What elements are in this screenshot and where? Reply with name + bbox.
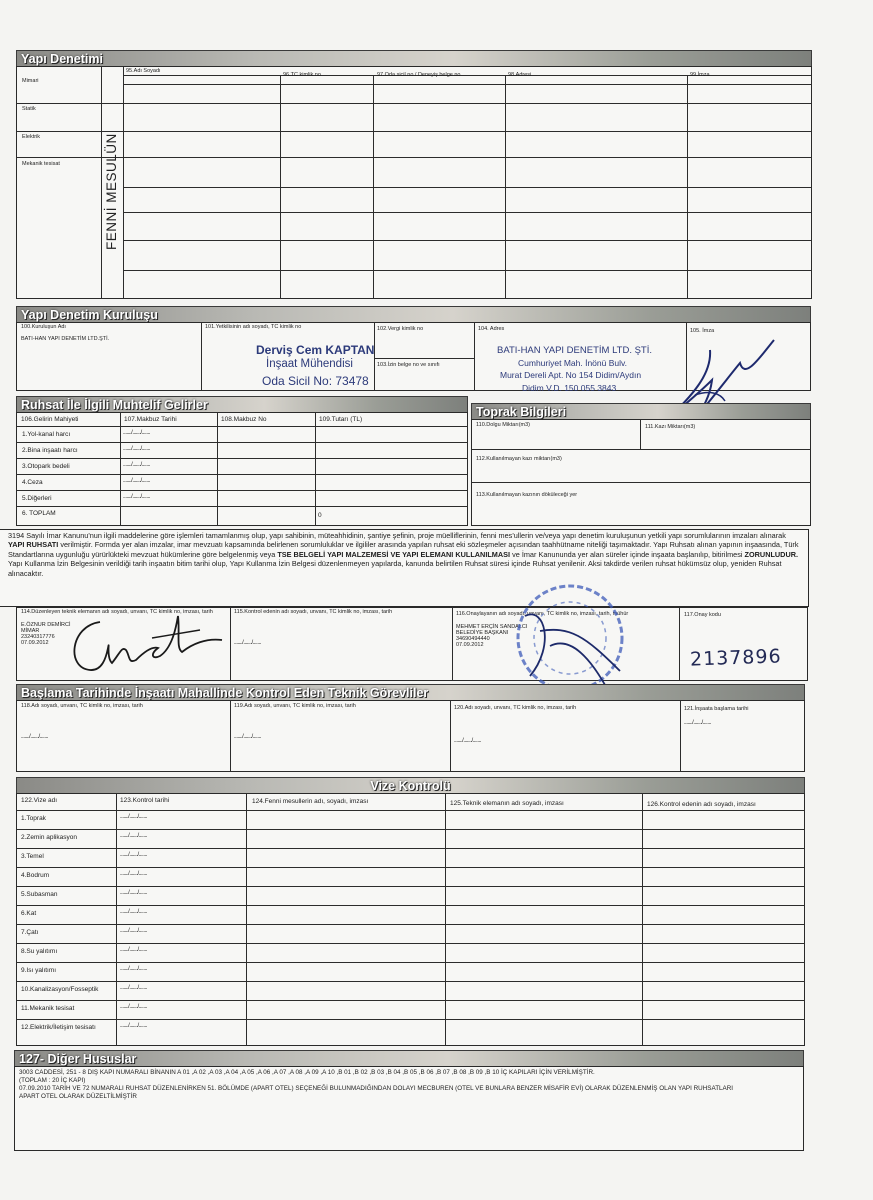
diger-line-1: 3003 CADDESİ, 251 - 8 DIŞ KAPI NUMARALI BİNANIN A 01 ,A 02 ,A 03 ,A 04 ,A 05 ,A 06 ,A 07 ,A 08 ,A 09 ,A 10 ,B 01 ,B 02 ,B 03 ,B 04 ,B 05 ,B 06 ,B 07 ,B 08 ,B 09 ,B 10 İÇ KAPILARI İÇİN VERİLMİŞTİR. [19, 1069, 595, 1076]
role-elektrik: Elektrik [22, 134, 41, 140]
label-121: 121.İnşaata başlama tarihi [684, 706, 749, 712]
vize-date-3: ......./......./....... [120, 852, 147, 858]
section-header-kurulus: Yapı Denetim Kuruluşu [16, 306, 811, 323]
label-112: 112.Kullanılmayan kazı miktarı(m3) [476, 456, 562, 462]
vize-row-isi: 9.Isı yalıtımı [21, 967, 57, 974]
section-header-baslama: Başlama Tarihinde İnşaatı Mahallinde Kontrol Eden Teknik Görevliler [16, 684, 805, 701]
vize-row-toprak: 1.Toprak [21, 815, 46, 822]
gelir-row-yol: 1.Yol-kanal harcı [22, 431, 71, 438]
duzenleyen-title: MİMAR [21, 628, 40, 634]
diger-line-2: (TOPLAM : 20 İÇ KAPI) [19, 1077, 86, 1084]
vize-row-mekanik: 11.Mekanik tesisat [21, 1005, 75, 1012]
company-stamp-line4: Didim V.D. 150 055 3843 [522, 383, 617, 393]
vize-header-teknik: 125.Teknik elemanın adı soyadı, imzası [450, 800, 564, 807]
baslama-date-119: ......./......./....... [234, 734, 261, 740]
label-102: 102.Vergi kimlik no [377, 326, 424, 332]
onay-kodu: 2137896 [689, 645, 782, 671]
vize-row-subasman: 5.Subasman [21, 891, 58, 898]
duzenleyen-name: E.ÖZNUR DEMİRCİ [21, 622, 71, 628]
baslama-date-118: ......./......./....... [21, 734, 48, 740]
company-stamp-line1: BATI-HAN YAPI DENETİM LTD. ŞTİ. [497, 345, 653, 356]
engineer-stamp-name: Derviş Cem KAPTAN [256, 343, 375, 357]
label-103: 103.İzin belge no ve sınıfı [377, 362, 440, 368]
header-oda-sicil: 97.Oda sicil no / Deneyiş belge no [377, 72, 461, 78]
diger-hususlar-box [14, 1066, 804, 1151]
label-114: 114.Düzenleyen teknik elemanın adı soyadı, unvanı, TC kimlik no, imzası, tarih [21, 609, 213, 615]
gelir-toplam-value: 0 [318, 512, 322, 519]
gelir-row-toplam: 6. TOPLAM [22, 510, 56, 517]
vize-row-bodrum: 4.Bodrum [21, 872, 50, 879]
label-119: 119.Adı soyadı, unvanı, TC kimlik no, imzası, tarih [234, 703, 356, 709]
gelir-row-diger: 5.Diğerleri [22, 495, 52, 502]
gelir-row-ceza: 4.Ceza [22, 479, 43, 486]
gelir-date-1: ......./......./....... [123, 430, 150, 436]
section-header-yapi-denetimi: Yapı Denetimi [16, 50, 812, 67]
company-stamp-line2: Cumhuriyet Mah. İnönü Bulv. [518, 358, 627, 368]
gelir-header-mahiyet: 106.Gelirin Mahiyeti [21, 416, 79, 423]
label-101: 101.Yetkilisinin adı soyadı, TC kimlik no [205, 324, 302, 330]
gelir-header-tutar: 109.Tutarı (TL) [319, 416, 363, 423]
engineer-stamp-sicil: Oda Sicil No: 73478 [262, 374, 369, 388]
label-105: 105. İmza [690, 328, 715, 334]
gelirler-table [16, 412, 468, 526]
role-mekanik: Mekanik tesisat [22, 161, 60, 167]
duzenleyen-signature [60, 608, 230, 678]
vize-date-10: ......./......./....... [120, 985, 147, 991]
onaylayan-date: 07.09.2012 [456, 642, 484, 648]
diger-line-4: APART OTEL OLARAK DÜZELTİLMİŞTİR [19, 1093, 137, 1100]
engineer-stamp-title: İnşaat Mühendisi [266, 358, 353, 370]
vize-date-5: ......./......./....... [120, 890, 147, 896]
vize-date-12: ......./......./....... [120, 1023, 147, 1029]
vize-date-8: ......./......./....... [120, 947, 147, 953]
role-mimari: Mimari [22, 78, 39, 84]
vize-date-2: ......./......./....... [120, 833, 147, 839]
gelir-date-4: ......./......./....... [123, 478, 150, 484]
label-118: 118.Adı soyadı, unvanı, TC kimlik no, imzası, tarih [21, 703, 143, 709]
gelir-header-no: 108.Makbuz No [221, 416, 267, 423]
legal-notice-text: 3194 Sayılı İmar Kanunu'nun ilgili maddelerine göre işlemleri tamamlanmış olup, yapı sahibinin, müteahhidinin, şantiye şefinin, proje müelliflerinin, fenni mes'ullerin ve/veya yapı denetim kuruluşunun yetkili yapı sorumlularının imzaları alınarak YAPI RUHSATI verilmiştir. Formda yer alan imzalar, imar mevzuatı kapsamında belirlenen sorumluluklar ve ilgililer arasında yapılan ruhsat eki sözleşmeler açısından taahhütname niteliği taşımaktadır. Yapı Ruhsatı alınan yapının inşaasında, Türk Standartlarına uygunluğu yürürlükteki mevzuat hükümlerine göre belgelenmiş veya TSE BELGELİ YAPI MALZEMESİ VE YAPI ELEMANI KULLANILMASI ve İmar Kanununda yer alan süreler içinde inşaata başlanılıp, bitirilmesi ZORUNLUDUR. Yapı Kullanma İzin Belgesinin verildiği tarih inşaatın bitim tarihi olup, Yapı Kullanma İzin Belgesi düzenlenmeyen yapılarda, kanunda belirtilen Ruhsat süresi içinde Ruhsat yenilenir. Aksi takdirde verilen ruhsat hükümsüz olup, yeniden Ruhsat alınacaktır. [8, 531, 799, 578]
kontrol-date: ......./......./....... [234, 640, 261, 646]
section-header-toprak: Toprak Bilgileri [471, 403, 811, 420]
vize-row-temel: 3.Temel [21, 853, 44, 860]
vize-row-su: 8.Su yalıtımı [21, 948, 58, 955]
label-111: 111.Kazı Miktarı(m3) [645, 424, 696, 430]
toprak-table [471, 419, 811, 526]
gelir-date-5: ......./......./....... [123, 494, 150, 500]
header-imza: 99.İmza [690, 72, 710, 78]
label-113: 113.Kullanılmayan kazının döküleceği yer [476, 492, 578, 498]
company-stamp-line3: Murat Dereli Apt. No 154 Didim/Aydın [500, 370, 642, 380]
diger-line-3: 07.09.2010 TARİH VE 72 NUMARALI RUHSAT DÜZENLENİRKEN 51. BÖLÜMDE (APART OTEL) SEÇENEĞİ BULUNMADIĞINDAN DOLAYI MECBUREN (OTEL VE BUNLARA BENZER MİSAFİR EVİ) OLARAK DÜZENLENMİŞ OLAN YAPI RUHSATLARI [19, 1085, 734, 1092]
yapi-denetimi-table [16, 66, 812, 299]
vize-header-adi: 122.Vize adı [21, 797, 58, 804]
label-100: 100.Kuruluşun Adı [21, 324, 66, 330]
gelir-row-otopark: 3.Otopark bedeli [22, 463, 70, 470]
label-104: 104. Adres [478, 326, 505, 332]
baslama-date-121: ......./......./....... [684, 720, 711, 726]
vize-row-elektrik: 12.Elektrik/İletişim tesisatı [21, 1024, 96, 1031]
label-117: 117.Onay kodu [684, 612, 721, 618]
header-adresi: 98.Adresi [508, 72, 532, 78]
vize-row-zemin: 2.Zemin aplikasyon [21, 834, 77, 841]
duzenleyen-tc: 23240317776 [21, 634, 55, 640]
role-statik: Statik [22, 106, 36, 112]
section-header-diger: 127- Diğer Hususlar [14, 1050, 804, 1067]
gelir-date-3: ......./......./....... [123, 462, 150, 468]
gelir-date-2: ......./......./....... [123, 446, 150, 452]
vize-date-9: ......./......./....... [120, 966, 147, 972]
vize-date-4: ......./......./....... [120, 871, 147, 877]
label-110: 110.Dolgu Miktarı(m3) [476, 422, 530, 428]
label-115: 115.Kontrol edenin adı soyadı, unvanı, TC kimlik no, imzası, tarih [234, 609, 393, 615]
kurulus-adi: BATI-HAN YAPI DENETİM LTD.ŞTİ. [21, 336, 110, 342]
baslama-date-120: ......./......./....... [454, 738, 481, 744]
gelir-row-bina: 2.Bina inşaatı harcı [22, 447, 78, 454]
vize-header-tarih: 123.Kontrol tarihi [120, 797, 170, 804]
vize-date-11: ......./......./....... [120, 1004, 147, 1010]
onaylayan-tc: 34690494440 [456, 636, 490, 642]
onaylayan-name: MEHMET ERÇİN SANDALCI [456, 624, 528, 630]
vize-row-cati: 7.Çatı [21, 929, 39, 936]
label-120: 120.Adı soyadı, unvanı, TC kimlik no, imzası, tarih [454, 705, 577, 711]
vize-date-1: ......./......./....... [120, 814, 147, 820]
fenni-mesul-vertical-label: FENNİ MESULÜN [104, 133, 119, 250]
vize-date-6: ......./......./....... [120, 909, 147, 915]
onaylayan-title: BELEDİYE BAŞKANI [456, 630, 509, 636]
gelir-header-tarih: 107.Makbuz Tarihi [124, 416, 177, 423]
section-header-gelirler: Ruhsat İle İlgili Muhtelif Gelirler [16, 396, 468, 413]
duzenleyen-date: 07.09.2012 [21, 640, 49, 646]
vize-date-7: ......./......./....... [120, 928, 147, 934]
header-adi-soyadi: 95.Adı Soyadı [126, 68, 161, 74]
vize-header-kontrol: 126.Kontrol edenin adı soyadı, imzası [647, 801, 756, 808]
label-116: 116.Onaylayanın adı soyadı, unvanı, TC kimlik no, imzası, tarih, mühür [456, 611, 629, 617]
vize-row-kat: 6.Kat [21, 910, 37, 917]
section-header-vize: Vize Kontrolü [16, 777, 805, 794]
header-tc-kimlik: 96.TC kimlik no [283, 72, 321, 78]
vize-header-fenni: 124.Fenni mesullerin adı, soyadı, imzası [252, 798, 369, 805]
vize-row-kanal: 10.Kanalizasyon/Fosseptik [21, 986, 99, 993]
